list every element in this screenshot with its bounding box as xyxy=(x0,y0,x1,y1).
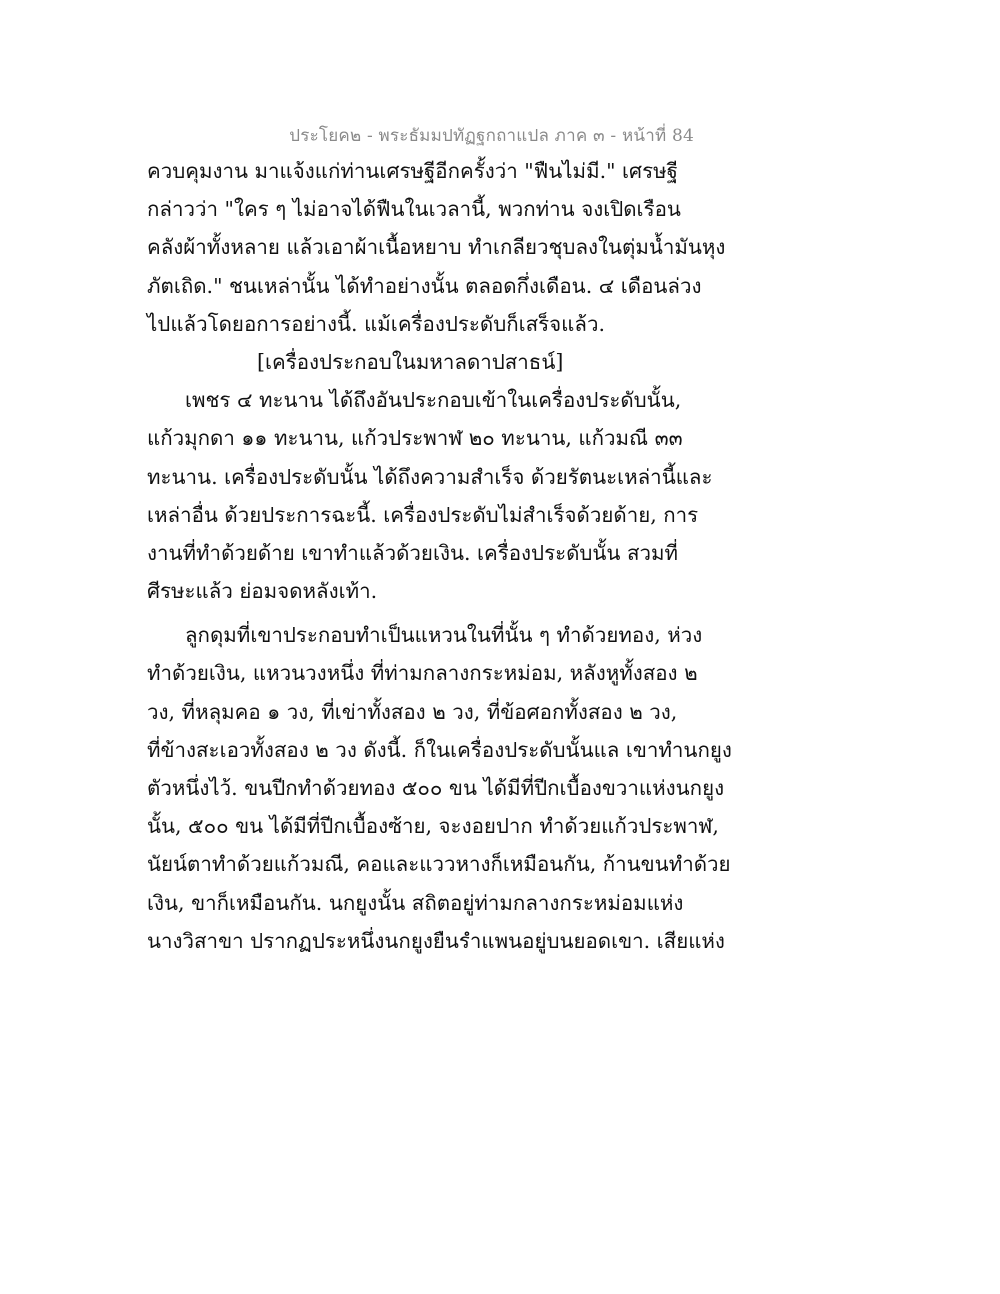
text-line: ไปแล้วโดยอการอย่างนี้. แม้เครื่องประดับก็เสร็จแล้ว. xyxy=(147,311,605,336)
text-line: วง, ที่หลุมคอ ๑ วง, ที่เข่าทั้งสอง ๒ วง, ที่ข้อศอกทั้งสอง ๒ วง, xyxy=(147,699,678,724)
text-line: ศีรษะแล้ว ย่อมจดหลังเท้า. xyxy=(147,579,378,604)
text-line: งานที่ทำด้วยด้าย เขาทำแล้วด้วยเงิน. เครื่องประดับนั้น สวมที่ xyxy=(147,540,679,565)
text-line: เงิน, ขาก็เหมือนกัน. นกยูงนั้น สถิตอยู่ท่ามกลางกระหม่อมแห่ง xyxy=(147,890,684,915)
text-line: เพชร ๔ ทะนาน ได้ถึงอันประกอบเข้าในเครื่องประดับนั้น, xyxy=(185,388,682,413)
text-line: ภัตเถิด." ชนเหล่านั้น ได้ทำอย่างนั้น ตลอดกึ่งเดือน. ๔ เดือนล่วง xyxy=(147,273,702,298)
text-line: นัยน์ตาทำด้วยแก้วมณี, คอและแววหางก็เหมือนกัน, ก้านขนทำด้วย xyxy=(147,852,731,877)
text-line: ควบคุมงาน มาแจ้งแก่ท่านเศรษฐีอีกครั้งว่า "ฟืนไม่มี." เศรษฐี xyxy=(147,159,678,183)
text-line: นั้น, ๕๐๐ ขน ได้มีที่ปีกเบื้องซ้าย, จะงอยปาก ทำด้วยแก้วประพาฬ, xyxy=(147,814,719,839)
text-line: ลูกดุมที่เขาประกอบทำเป็นแหวนในที่นั้น ๆ ทำด้วยทอง, ห่วง xyxy=(185,623,703,648)
paragraph-1 xyxy=(147,152,726,343)
section-heading: [เครื่องประกอบในมหาลดาปสาธน์] xyxy=(257,349,564,374)
text-line: ที่ข้างสะเอวทั้งสอง ๒ วง ดังนี้. ก็ในเครื่องประดับนั้นแล เขาทำนกยูง xyxy=(147,737,732,762)
text-line: กล่าวว่า "ใคร ๆ ไม่อาจได้ฟืนในเวลานี้, พวกท่าน จงเปิดเรือน xyxy=(147,197,681,222)
text-line: เหล่าอื่น ด้วยประการฉะนี้. เครื่องประดับไม่สำเร็จด้วยด้าย, การ xyxy=(147,502,699,527)
text-line: ทำด้วยเงิน, แหวนวงหนึ่ง ที่ท่ามกลางกระหม่อม, หลังหูทั้งสอง ๒ xyxy=(147,661,698,686)
body-text xyxy=(147,152,732,960)
text-line: นางวิสาขา ปรากฏประหนึ่งนกยูงยืนรำแพนอยู่บนยอดเขา. เสียแห่ง xyxy=(147,928,725,953)
text-line: ทะนาน. เครื่องประดับนั้น ได้ถึงความสำเร็จ ด้วยรัตนะเหล่านี้และ xyxy=(147,464,713,489)
text-line: แก้วมุกดา ๑๑ ทะนาน, แก้วประพาฬ ๒๐ ทะนาน, แก้วมณี ๓๓ xyxy=(147,426,683,451)
running-header: ประโยค๒ - พระธัมมปทัฏฐกถาแปล ภาค ๓ - หน้าที่ 84 xyxy=(289,126,694,146)
text-line: ตัวหนึ่งไว้. ขนปีกทำด้วยทอง ๕๐๐ ขน ได้มีที่ปีกเบื้องขวาแห่งนกยูง xyxy=(147,776,725,800)
paragraph-2 xyxy=(147,381,713,610)
paragraph-3 xyxy=(147,616,732,960)
text-line: คลังผ้าทั้งหลาย แล้วเอาผ้าเนื้อหยาบ ทำเกลียวชุบลงในตุ่มน้ำมันหุง xyxy=(147,235,726,260)
